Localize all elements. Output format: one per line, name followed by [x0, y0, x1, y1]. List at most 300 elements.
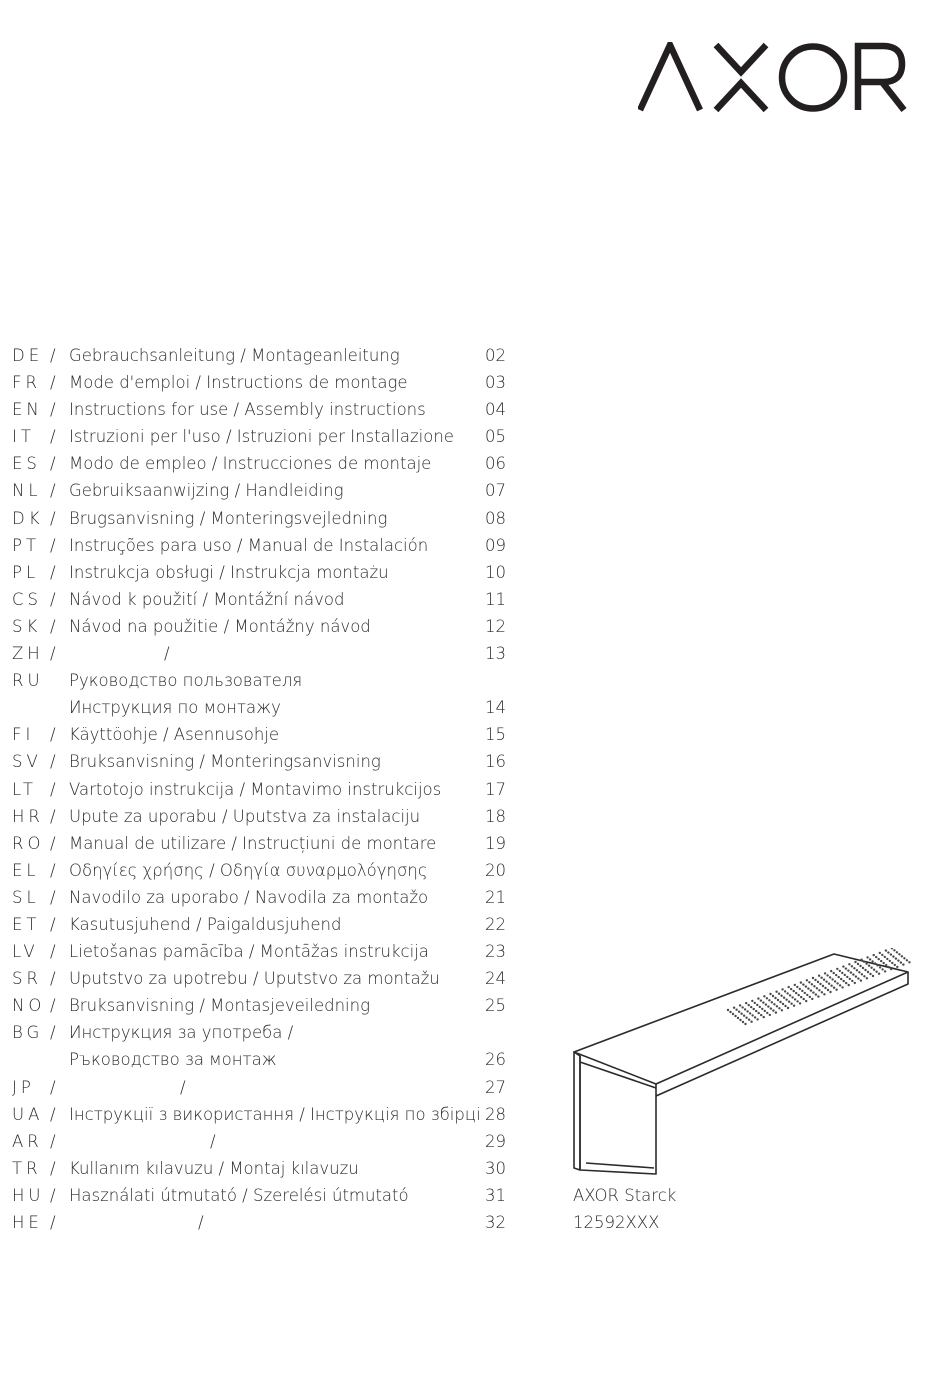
nozzle-dot — [855, 975, 857, 977]
nozzle-dot — [749, 1012, 751, 1014]
nozzle-dot — [760, 999, 762, 1001]
nozzle-dot — [766, 997, 768, 999]
toc-row — [12, 1101, 512, 1128]
nozzle-dot — [878, 958, 880, 960]
nozzle-dot — [788, 1001, 790, 1003]
nozzle-dot — [871, 960, 873, 962]
page-number: 11 — [485, 589, 506, 609]
separator: / — [50, 1185, 56, 1205]
nozzle-dot — [735, 1009, 737, 1011]
toc-row — [12, 559, 512, 586]
separator: / — [50, 644, 56, 664]
nozzle-dot — [753, 1008, 755, 1010]
nozzle-dot — [825, 981, 827, 983]
toc-row — [12, 938, 512, 965]
nozzle-dot — [754, 1016, 756, 1018]
toc-row — [12, 342, 512, 369]
page-number: 27 — [485, 1077, 506, 1097]
nozzle-dot — [776, 1005, 778, 1007]
manual-title: Manual de utilizare / Instrucțiuni de montare — [69, 833, 437, 853]
nozzle-dot — [805, 1000, 807, 1002]
nozzle-dot — [862, 967, 864, 969]
nozzle-dot — [853, 967, 855, 969]
nozzle-dot — [876, 964, 878, 966]
nozzle-dot — [885, 949, 887, 951]
nozzle-dot — [883, 962, 885, 964]
page-number: 24 — [485, 969, 506, 989]
nozzle-dot — [895, 957, 897, 959]
nozzle-dot — [815, 993, 817, 995]
nozzle-dot — [777, 999, 779, 1001]
nozzle-dot — [833, 972, 835, 974]
page-number: 31 — [485, 1185, 506, 1205]
separator: / — [50, 616, 56, 636]
nozzle-dot — [829, 991, 831, 993]
nozzle-dot — [738, 1011, 740, 1013]
nozzle-dot — [773, 1003, 775, 1005]
nozzle-dot — [897, 959, 899, 961]
nozzle-dot — [782, 1003, 784, 1005]
nozzle-dot — [763, 1016, 765, 1018]
nozzle-dot — [764, 1010, 766, 1012]
nozzle-dot — [809, 996, 811, 998]
nozzle-dot — [754, 1002, 756, 1004]
nozzle-dot — [790, 988, 792, 990]
nozzle-dot — [758, 1012, 760, 1014]
page-number: 23 — [485, 942, 506, 962]
nozzle-dot — [793, 1005, 795, 1007]
nozzle-dot — [850, 971, 852, 973]
nozzle-dot — [745, 1002, 747, 1004]
nozzle-dot — [896, 951, 898, 953]
language-code: DK — [12, 508, 44, 528]
language-code: SL — [12, 887, 40, 907]
page-number: 17 — [485, 779, 506, 799]
page-number: 13 — [485, 644, 506, 664]
nozzle-dot — [759, 1006, 761, 1008]
separator: / — [50, 481, 56, 501]
page-number: 25 — [485, 996, 506, 1016]
page-number: 14 — [485, 698, 506, 718]
nozzle-dot — [748, 1019, 750, 1021]
language-code: ET — [12, 914, 41, 934]
nozzle-dot — [808, 981, 810, 983]
nozzle-dot — [846, 976, 848, 978]
nozzle-dot — [772, 995, 774, 997]
nozzle-dot — [813, 985, 815, 987]
manual-title: / — [180, 1077, 186, 1097]
nozzle-dot — [889, 960, 891, 962]
nozzle-dot — [892, 955, 894, 957]
nozzle-dot — [729, 1011, 731, 1013]
manual-title: Brugsanvisning / Monteringsvejledning — [69, 508, 388, 528]
manual-title: Návod k použití / Montážní návod — [69, 589, 345, 609]
manual-title: Bruksanvisning / Montasjeveiledning — [69, 996, 370, 1016]
toc-row — [12, 450, 512, 477]
manual-title: Instructions for use / Assembly instructions — [69, 400, 426, 420]
separator: / — [50, 562, 56, 582]
nozzle-dot — [828, 983, 830, 985]
manual-title: Istruzioni per l'uso / Istruzioni per Installazione — [69, 427, 454, 447]
toc-row — [12, 830, 512, 857]
toc-row — [12, 369, 512, 396]
page-number: 05 — [485, 427, 506, 447]
page-number: 22 — [485, 914, 506, 934]
page-number: 10 — [485, 562, 506, 582]
separator: / — [50, 833, 56, 853]
language-code: SK — [12, 616, 42, 636]
nozzle-dot — [800, 996, 802, 998]
nozzle-dot — [865, 963, 867, 965]
manual-title: Инструкция по монтажу — [69, 698, 281, 718]
nozzle-dot — [761, 1008, 763, 1010]
language-code: CS — [12, 589, 42, 609]
language-code: EL — [12, 860, 40, 880]
language-code: HE — [12, 1213, 43, 1232]
manual-title: Uputstvo za upotrebu / Uputstvo za montažu — [69, 969, 440, 989]
page-number: 04 — [485, 400, 506, 420]
separator: / — [50, 779, 56, 799]
separator: / — [50, 1158, 56, 1178]
nozzle-dot — [860, 959, 862, 961]
nozzle-dot — [772, 1009, 774, 1011]
page-number: 09 — [485, 535, 506, 555]
nozzle-dot — [778, 993, 780, 995]
nozzle-dot — [857, 977, 859, 979]
language-code: PT — [12, 535, 41, 555]
nozzle-dot — [727, 1009, 729, 1011]
nozzle-dot — [908, 961, 910, 963]
nozzle-dot — [869, 973, 871, 975]
nozzle-dot — [822, 985, 824, 987]
toc-row — [12, 1209, 512, 1236]
nozzle-dot — [830, 985, 832, 987]
manual-title: Bruksanvisning / Monteringsanvisning — [69, 752, 381, 772]
nozzle-dot — [781, 988, 783, 990]
nozzle-dot — [843, 980, 845, 982]
nozzle-dot — [794, 998, 796, 1000]
nozzle-dot — [806, 994, 808, 996]
language-code: NO — [12, 996, 46, 1016]
nozzle-dot — [872, 975, 874, 977]
separator: / — [50, 942, 56, 962]
nozzle-dot — [884, 970, 886, 972]
manual-title: Lietošanas pamācība / Montāžas instrukcija — [69, 942, 429, 962]
nozzle-dot — [890, 953, 892, 955]
nozzle-dot — [836, 968, 838, 970]
nozzle-dot — [869, 958, 871, 960]
nozzle-dot — [750, 1021, 752, 1023]
separator: / — [50, 996, 56, 1016]
separator: / — [50, 914, 56, 934]
language-code: ZH — [12, 644, 44, 664]
nozzle-dot — [873, 969, 875, 971]
nozzle-dot — [756, 1004, 758, 1006]
nozzle-dot — [734, 1015, 736, 1017]
manual-title: Mode d'emploi / Instructions de montage — [69, 373, 408, 393]
language-code: NL — [12, 481, 42, 501]
nozzle-dot — [745, 1017, 747, 1019]
language-code: FR — [12, 373, 41, 393]
nozzle-dot — [864, 969, 866, 971]
page-number: 21 — [485, 887, 506, 907]
nozzle-dot — [842, 965, 844, 967]
nozzle-dot — [741, 1006, 743, 1008]
nozzle-dot — [844, 974, 846, 976]
nozzle-dot — [771, 1001, 773, 1003]
nozzle-dot — [881, 968, 883, 970]
nozzle-dot — [858, 971, 860, 973]
separator: / — [50, 860, 56, 880]
page-number: 30 — [485, 1158, 506, 1178]
toc-row — [12, 965, 512, 992]
nozzle-dot — [756, 1018, 758, 1020]
nozzle-dot — [737, 1017, 739, 1019]
nozzle-dot — [885, 964, 887, 966]
nozzle-dot — [733, 1007, 735, 1009]
nozzle-dot — [767, 1005, 769, 1007]
toc-row — [12, 396, 512, 423]
separator: / — [50, 373, 56, 393]
nozzle-dot — [798, 994, 800, 996]
product-article-number: 12592XXX — [573, 1213, 660, 1232]
nozzle-dot — [748, 1004, 750, 1006]
nozzle-dot — [763, 995, 765, 997]
nozzle-dot — [891, 948, 893, 950]
nozzle-dot — [903, 957, 905, 959]
manual-title: / — [164, 644, 170, 664]
nozzle-dot — [819, 983, 821, 985]
toc-row — [12, 667, 512, 694]
language-code: RU — [12, 671, 44, 691]
separator: / — [50, 806, 56, 826]
separator: / — [50, 589, 56, 609]
nozzle-dot — [817, 995, 819, 997]
nozzle-dot — [818, 989, 820, 991]
language-code: FI — [12, 725, 35, 745]
nozzle-dot — [823, 993, 825, 995]
nozzle-dot — [863, 961, 865, 963]
nozzle-dot — [894, 964, 896, 966]
toc-row — [12, 613, 512, 640]
toc-row — [12, 423, 512, 450]
nozzle-dot — [835, 989, 837, 991]
language-code: DE — [12, 346, 44, 365]
separator: / — [50, 400, 56, 420]
nozzle-dot — [817, 981, 819, 983]
nozzle-dot — [859, 965, 861, 967]
nozzle-dot — [881, 954, 883, 956]
nozzle-dot — [891, 962, 893, 964]
toc-row — [12, 857, 512, 884]
manual-title: Upute za uporabu / Uputstva za instalaciju — [69, 806, 421, 826]
nozzle-dot — [836, 982, 838, 984]
language-code: LT — [12, 779, 37, 799]
nozzle-dot — [769, 993, 771, 995]
axor-logo — [638, 42, 908, 112]
toc-row — [12, 640, 512, 667]
language-code: SR — [12, 969, 42, 989]
nozzle-dot — [751, 1000, 753, 1002]
nozzle-dot — [857, 963, 859, 965]
nozzle-dot — [778, 1007, 780, 1009]
nozzle-dot — [805, 985, 807, 987]
nozzle-dot — [870, 967, 872, 969]
nozzle-dot — [879, 966, 881, 968]
nozzle-dot — [810, 989, 812, 991]
nozzle-dot — [780, 995, 782, 997]
nozzle-dot — [849, 978, 851, 980]
toc-row — [12, 992, 512, 1019]
nozzle-dot — [830, 970, 832, 972]
nozzle-dot — [784, 1005, 786, 1007]
nozzle-dot — [854, 982, 856, 984]
manual-title: Használati útmutató / Szerelési útmutató — [69, 1185, 409, 1205]
nozzle-dot — [879, 952, 881, 954]
page-number: 29 — [485, 1131, 506, 1151]
page-number: 06 — [485, 454, 506, 474]
nozzle-dot — [739, 1019, 741, 1021]
nozzle-dot — [750, 1006, 752, 1008]
nozzle-dot — [887, 951, 889, 953]
toc-row — [12, 1019, 512, 1046]
language-code: PL — [12, 562, 40, 582]
toc-row — [12, 1074, 512, 1101]
page-number: 28 — [485, 1104, 506, 1124]
nozzle-dot — [768, 999, 770, 1001]
page-number: 16 — [485, 752, 506, 772]
nozzle-dot — [743, 1015, 745, 1017]
nozzle-dot — [785, 999, 787, 1001]
nozzle-dot — [762, 1001, 764, 1003]
nozzle-dot — [784, 990, 786, 992]
nozzle-dot — [838, 976, 840, 978]
nozzle-dot — [812, 991, 814, 993]
page-number: 12 — [485, 616, 506, 636]
nozzle-dot — [786, 992, 788, 994]
nozzle-dot — [863, 975, 865, 977]
separator: / — [50, 454, 56, 474]
nozzle-dot — [779, 1001, 781, 1003]
toc-row — [12, 694, 512, 721]
separator: / — [50, 725, 56, 745]
nozzle-dot — [834, 980, 836, 982]
nozzle-dot — [770, 1007, 772, 1009]
manual-title: Käyttöohje / Asennusohje — [69, 725, 280, 745]
separator: / — [50, 1213, 56, 1232]
nozzle-dot — [821, 991, 823, 993]
separator: / — [50, 508, 56, 528]
nozzle-dot — [900, 961, 902, 963]
nozzle-dot — [804, 992, 806, 994]
page-number: 32 — [485, 1213, 506, 1232]
nozzle-dot — [802, 983, 804, 985]
manual-title: Instrukcja obsługi / Instrukcja montażu — [69, 562, 389, 582]
nozzle-dot — [826, 974, 828, 976]
nozzle-dot — [818, 975, 820, 977]
nozzle-dot — [841, 972, 843, 974]
nozzle-dot — [833, 987, 835, 989]
product-name: AXOR Starck — [573, 1186, 677, 1205]
toc-row — [12, 532, 512, 559]
nozzle-dot — [884, 956, 886, 958]
nozzle-dot — [868, 965, 870, 967]
nozzle-dot — [751, 1014, 753, 1016]
language-table-of-contents — [12, 342, 512, 1236]
nozzle-dot — [811, 998, 813, 1000]
nozzle-dot — [824, 987, 826, 989]
nozzle-dot — [814, 979, 816, 981]
nozzle-dot — [852, 973, 854, 975]
nozzle-dot — [799, 988, 801, 990]
nozzle-dot — [812, 977, 814, 979]
page-number: 20 — [485, 860, 506, 880]
nozzle-dot — [845, 967, 847, 969]
manual-title: Instruções para uso / Manual de Instalación — [69, 535, 429, 555]
nozzle-dot — [757, 997, 759, 999]
nozzle-dot — [873, 954, 875, 956]
nozzle-dot — [839, 970, 841, 972]
language-code: UA — [12, 1104, 44, 1124]
nozzle-dot — [744, 1008, 746, 1010]
nozzle-dot — [867, 971, 869, 973]
toc-row — [12, 748, 512, 775]
nozzle-dot — [893, 949, 895, 951]
nozzle-dot — [847, 969, 849, 971]
page-number: 18 — [485, 806, 506, 826]
nozzle-dot — [866, 977, 868, 979]
manual-title: Ръководство за монтаж — [69, 1050, 277, 1070]
manual-title: Vartotojo instrukcija / Montavimo instrukcijos — [69, 779, 442, 799]
nozzle-dot — [875, 956, 877, 958]
manual-title: Návod na použitie / Montážny návod — [69, 616, 371, 636]
separator: / — [50, 1104, 56, 1124]
toc-row — [12, 721, 512, 748]
language-code: BG — [12, 1023, 44, 1043]
nozzle-dot — [803, 998, 805, 1000]
nozzle-dot — [851, 980, 853, 982]
nozzle-dot — [896, 966, 898, 968]
nozzle-dot — [874, 962, 876, 964]
nozzle-dot — [765, 1003, 767, 1005]
nozzle-dot — [835, 974, 837, 976]
toc-row — [12, 1128, 512, 1155]
nozzle-dot — [820, 977, 822, 979]
nozzle-dot — [841, 986, 843, 988]
toc-row — [12, 1046, 512, 1073]
toc-row — [12, 803, 512, 830]
nozzle-dot — [886, 958, 888, 960]
nozzle-dot — [740, 1013, 742, 1015]
nozzle-dot — [848, 984, 850, 986]
nozzle-dot — [888, 966, 890, 968]
language-code: LV — [12, 942, 39, 962]
toc-row — [12, 1182, 512, 1209]
separator: / — [50, 535, 56, 555]
nozzle-dot — [839, 984, 841, 986]
nozzle-dot — [769, 1014, 771, 1016]
nozzle-dot — [801, 990, 803, 992]
page-number: 15 — [485, 725, 506, 745]
language-code: EN — [12, 400, 43, 420]
separator: / — [50, 1131, 56, 1151]
nozzle-dot — [794, 984, 796, 986]
manual-title: Kasutusjuhend / Paigaldusjuhend — [69, 914, 342, 934]
nozzle-dot — [793, 990, 795, 992]
nozzle-dot — [851, 965, 853, 967]
toc-row — [12, 505, 512, 532]
language-code: IT — [12, 427, 35, 447]
